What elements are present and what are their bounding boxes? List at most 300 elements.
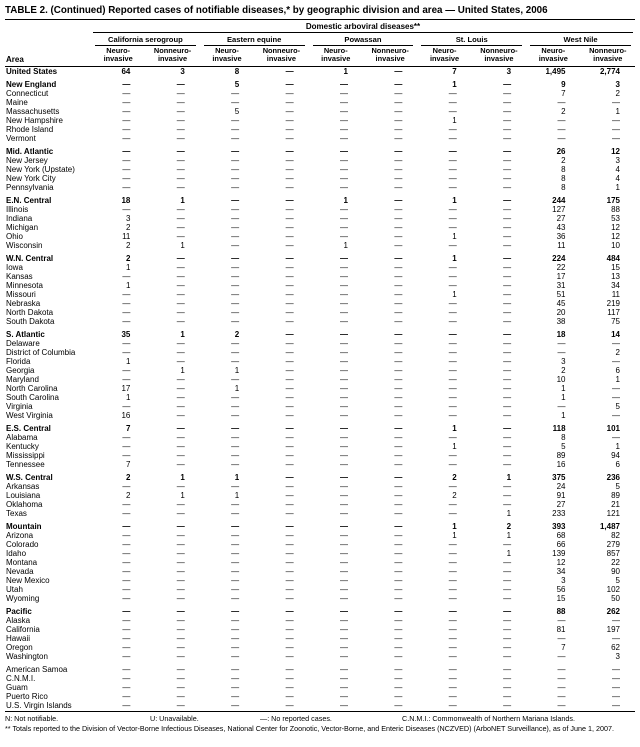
table-row bbox=[5, 299, 635, 308]
value-cell: — bbox=[339, 316, 348, 326]
value-cell: — bbox=[231, 392, 240, 402]
value-cell: 857 bbox=[606, 548, 620, 558]
value-cell: — bbox=[339, 615, 348, 625]
table-row bbox=[5, 451, 635, 460]
value-cell: — bbox=[231, 481, 240, 491]
value-cell: — bbox=[339, 307, 348, 317]
value-cell: — bbox=[176, 664, 185, 674]
value-cell: — bbox=[394, 521, 403, 531]
value-cell: 88 bbox=[611, 204, 620, 214]
value-cell: — bbox=[176, 410, 185, 420]
value-cell: — bbox=[231, 356, 240, 366]
table-body bbox=[5, 66, 635, 710]
area-cell: Illinois bbox=[6, 204, 29, 214]
value-cell: — bbox=[231, 423, 240, 433]
table-row bbox=[5, 433, 635, 442]
value-cell: — bbox=[394, 700, 403, 710]
disease-column-header: Powassan bbox=[309, 33, 418, 46]
area-cell: Arizona bbox=[6, 530, 34, 540]
value-cell: — bbox=[122, 347, 131, 357]
value-cell: — bbox=[503, 182, 512, 192]
value-cell: 1 bbox=[343, 195, 348, 205]
area-cell: Arkansas bbox=[6, 481, 40, 491]
value-cell: — bbox=[176, 280, 185, 290]
value-cell: 35 bbox=[121, 329, 131, 339]
value-cell: — bbox=[339, 548, 348, 558]
value-cell: — bbox=[231, 124, 240, 134]
value-cell: — bbox=[231, 575, 240, 585]
value-cell: — bbox=[503, 173, 512, 183]
value-cell: — bbox=[122, 682, 131, 692]
subcolumn-header: Nonneuro- invasive bbox=[145, 46, 199, 66]
value-cell: — bbox=[285, 651, 294, 661]
value-cell: — bbox=[612, 133, 620, 143]
table-row bbox=[5, 156, 635, 165]
value-cell: 94 bbox=[611, 450, 620, 460]
value-cell: — bbox=[285, 642, 294, 652]
area-cell: Florida bbox=[6, 356, 31, 366]
value-cell: 1 bbox=[452, 521, 457, 531]
table-row bbox=[5, 701, 635, 710]
value-cell: — bbox=[339, 401, 348, 411]
value-cell: — bbox=[503, 664, 512, 674]
value-cell: 26 bbox=[556, 146, 566, 156]
value-cell: — bbox=[122, 664, 131, 674]
value-cell: — bbox=[285, 450, 294, 460]
value-cell: — bbox=[339, 624, 348, 634]
value-cell: 15 bbox=[611, 262, 620, 272]
value-cell: 4 bbox=[615, 173, 620, 183]
value-cell: — bbox=[339, 521, 348, 531]
value-cell: — bbox=[122, 521, 131, 531]
value-cell: — bbox=[339, 298, 348, 308]
value-cell: 13 bbox=[611, 271, 620, 281]
value-cell: 2 bbox=[125, 240, 131, 250]
value-cell: — bbox=[122, 575, 131, 585]
value-cell: — bbox=[285, 615, 294, 625]
value-cell: — bbox=[339, 566, 348, 576]
value-cell: — bbox=[231, 521, 240, 531]
value-cell: — bbox=[231, 133, 240, 143]
area-cell: Pennsylvania bbox=[6, 182, 54, 192]
area-cell: United States bbox=[6, 66, 58, 76]
value-cell: — bbox=[285, 566, 294, 576]
value-cell: — bbox=[503, 432, 512, 442]
value-cell: — bbox=[448, 164, 457, 174]
value-cell: — bbox=[448, 700, 457, 710]
legend-row bbox=[5, 714, 635, 723]
value-cell: 244 bbox=[552, 195, 566, 205]
value-cell: — bbox=[176, 307, 185, 317]
value-cell: — bbox=[231, 195, 240, 205]
value-cell: — bbox=[176, 530, 185, 540]
value-cell: — bbox=[612, 615, 620, 625]
value-cell: — bbox=[339, 499, 348, 509]
value-cell: — bbox=[394, 365, 403, 375]
value-cell: 18 bbox=[121, 195, 131, 205]
value-cell: 7 bbox=[452, 66, 457, 76]
value-cell: — bbox=[122, 624, 131, 634]
value-cell: — bbox=[285, 374, 294, 384]
value-cell: — bbox=[122, 307, 131, 317]
area-cell: Wyoming bbox=[6, 593, 40, 603]
value-cell: — bbox=[339, 450, 348, 460]
value-cell: — bbox=[394, 106, 403, 116]
area-cell: Mid. Atlantic bbox=[6, 146, 54, 156]
area-cell: Iowa bbox=[6, 262, 23, 272]
area-cell: Pacific bbox=[6, 606, 32, 616]
value-cell: — bbox=[285, 365, 294, 375]
value-cell: — bbox=[448, 133, 457, 143]
value-cell: 8 bbox=[561, 173, 566, 183]
value-cell: — bbox=[503, 459, 512, 469]
value-cell: 56 bbox=[556, 584, 566, 594]
value-cell: 101 bbox=[606, 423, 620, 433]
value-cell: 8 bbox=[561, 164, 566, 174]
value-cell: — bbox=[503, 240, 512, 250]
area-cell: District of Columbia bbox=[6, 347, 76, 357]
value-cell: — bbox=[339, 329, 348, 339]
table-row bbox=[5, 250, 635, 263]
value-cell: — bbox=[394, 615, 403, 625]
value-cell: — bbox=[557, 97, 566, 107]
value-cell: 89 bbox=[556, 450, 566, 460]
value-cell: — bbox=[231, 155, 240, 165]
value-cell: — bbox=[231, 548, 240, 558]
value-cell: — bbox=[176, 499, 185, 509]
value-cell: 2 bbox=[561, 106, 566, 116]
value-cell: — bbox=[339, 262, 348, 272]
value-cell: — bbox=[176, 575, 185, 585]
value-cell: — bbox=[394, 222, 403, 232]
value-cell: 7 bbox=[125, 423, 131, 433]
value-cell: — bbox=[503, 280, 512, 290]
value-cell: — bbox=[176, 508, 185, 518]
value-cell: — bbox=[503, 213, 512, 223]
area-cell: Utah bbox=[6, 584, 23, 594]
value-cell: 1 bbox=[452, 423, 457, 433]
disease-column-header: Eastern equine bbox=[200, 33, 309, 46]
value-cell: — bbox=[394, 374, 403, 384]
value-cell: — bbox=[285, 356, 294, 366]
value-cell: — bbox=[122, 271, 131, 281]
value-cell: — bbox=[176, 133, 185, 143]
value-cell: — bbox=[176, 146, 185, 156]
value-cell: — bbox=[557, 633, 566, 643]
value-cell: — bbox=[285, 423, 294, 433]
legend-item: N: Not notifiable. bbox=[5, 713, 59, 723]
value-cell: — bbox=[448, 450, 457, 460]
value-cell: — bbox=[339, 253, 348, 263]
table-row bbox=[5, 183, 635, 192]
value-cell: — bbox=[176, 231, 185, 241]
value-cell: — bbox=[503, 115, 512, 125]
area-cell: S. Atlantic bbox=[6, 329, 45, 339]
value-cell: — bbox=[176, 338, 185, 348]
value-cell: — bbox=[557, 133, 566, 143]
value-cell: — bbox=[339, 204, 348, 214]
value-cell: — bbox=[176, 271, 185, 281]
value-cell: — bbox=[394, 298, 403, 308]
value-cell: — bbox=[448, 432, 457, 442]
value-cell: — bbox=[176, 566, 185, 576]
area-cell: C.N.M.I. bbox=[6, 673, 36, 683]
value-cell: — bbox=[285, 490, 294, 500]
area-cell: Virginia bbox=[6, 401, 33, 411]
value-cell: — bbox=[122, 115, 131, 125]
value-cell: — bbox=[231, 539, 240, 549]
value-cell: — bbox=[448, 106, 457, 116]
value-cell: — bbox=[612, 392, 620, 402]
subcolumn-header: Nonneuro- invasive bbox=[363, 46, 417, 66]
value-cell: 18 bbox=[556, 329, 566, 339]
value-cell: — bbox=[612, 410, 620, 420]
value-cell: — bbox=[176, 124, 185, 134]
value-cell: 2 bbox=[506, 521, 512, 531]
value-cell: — bbox=[612, 338, 620, 348]
value-cell: — bbox=[394, 432, 403, 442]
value-cell: — bbox=[231, 298, 240, 308]
value-cell: 2 bbox=[452, 472, 457, 482]
value-cell: — bbox=[122, 289, 131, 299]
value-cell: — bbox=[557, 682, 566, 692]
value-cell: 3 bbox=[561, 575, 566, 585]
value-cell: — bbox=[231, 307, 240, 317]
table-row bbox=[5, 674, 635, 683]
value-cell: — bbox=[448, 593, 457, 603]
value-cell: — bbox=[176, 593, 185, 603]
table-row bbox=[5, 549, 635, 558]
value-cell: — bbox=[285, 316, 294, 326]
value-cell: — bbox=[285, 164, 294, 174]
value-cell: — bbox=[176, 289, 185, 299]
value-cell: — bbox=[122, 481, 131, 491]
value-cell: — bbox=[394, 155, 403, 165]
value-cell: — bbox=[176, 624, 185, 634]
value-cell: — bbox=[503, 392, 512, 402]
value-cell: — bbox=[339, 79, 348, 89]
value-cell: 2 bbox=[125, 472, 131, 482]
value-cell: — bbox=[557, 124, 566, 134]
value-cell: — bbox=[122, 548, 131, 558]
value-cell: — bbox=[231, 289, 240, 299]
table-row bbox=[5, 643, 635, 652]
value-cell: — bbox=[285, 508, 294, 518]
value-cell: — bbox=[176, 383, 185, 393]
value-cell: — bbox=[231, 459, 240, 469]
value-cell: — bbox=[503, 195, 512, 205]
value-cell: — bbox=[285, 624, 294, 634]
value-cell: — bbox=[231, 584, 240, 594]
table-row bbox=[5, 683, 635, 692]
area-cell: New Mexico bbox=[6, 575, 50, 585]
value-cell: — bbox=[503, 204, 512, 214]
value-cell: — bbox=[612, 682, 620, 692]
value-cell: — bbox=[176, 615, 185, 625]
value-cell: — bbox=[285, 88, 294, 98]
value-cell: — bbox=[176, 450, 185, 460]
value-cell: 1 bbox=[506, 472, 512, 482]
value-cell: — bbox=[176, 642, 185, 652]
value-cell: — bbox=[339, 392, 348, 402]
value-cell: 262 bbox=[606, 606, 620, 616]
table-row bbox=[5, 357, 635, 366]
table-row bbox=[5, 482, 635, 491]
area-cell: Louisiana bbox=[6, 490, 41, 500]
area-cell: Delaware bbox=[6, 338, 40, 348]
area-cell: Washington bbox=[6, 651, 48, 661]
area-cell: Minnesota bbox=[6, 280, 43, 290]
value-cell: 16 bbox=[556, 459, 566, 469]
value-cell: 1 bbox=[615, 106, 620, 116]
value-cell: — bbox=[448, 222, 457, 232]
value-cell: — bbox=[339, 481, 348, 491]
value-cell: — bbox=[503, 584, 512, 594]
table-row bbox=[5, 531, 635, 540]
value-cell: — bbox=[122, 700, 131, 710]
value-cell: 1 bbox=[452, 195, 457, 205]
value-cell: — bbox=[448, 539, 457, 549]
value-cell: 1 bbox=[615, 374, 620, 384]
value-cell: — bbox=[285, 106, 294, 116]
value-cell: — bbox=[285, 664, 294, 674]
value-cell: 5 bbox=[561, 441, 566, 451]
value-cell: — bbox=[394, 289, 403, 299]
value-cell: 1 bbox=[180, 490, 185, 500]
value-cell: — bbox=[231, 566, 240, 576]
value-cell: — bbox=[503, 307, 512, 317]
value-cell: 121 bbox=[606, 508, 620, 518]
value-cell: — bbox=[448, 392, 457, 402]
table-row bbox=[5, 442, 635, 451]
value-cell: — bbox=[285, 155, 294, 165]
value-cell: 3 bbox=[561, 356, 566, 366]
area-cell: W.S. Central bbox=[6, 472, 53, 482]
value-cell: — bbox=[394, 307, 403, 317]
value-cell: — bbox=[448, 182, 457, 192]
table-row bbox=[5, 661, 635, 674]
table-row bbox=[5, 290, 635, 299]
footnote-totals: ** Totals reported to the Division of Vector-Borne Infectious Diseases, National Center for Zoonotic, Vector-Borne, and Enteric Diseases (NCZVED) (ArboNET Surveillance), as of June 1, 2007. bbox=[5, 723, 614, 733]
value-cell: — bbox=[503, 253, 512, 263]
value-cell: — bbox=[448, 691, 457, 701]
value-cell: — bbox=[612, 124, 620, 134]
value-cell: — bbox=[285, 472, 294, 482]
value-cell: — bbox=[394, 423, 403, 433]
table-row bbox=[5, 411, 635, 420]
value-cell: — bbox=[285, 280, 294, 290]
value-cell: — bbox=[557, 338, 566, 348]
value-cell: 12 bbox=[556, 557, 566, 567]
area-cell: U.S. Virgin Islands bbox=[6, 700, 72, 710]
value-cell: 2 bbox=[615, 88, 620, 98]
value-cell: — bbox=[176, 115, 185, 125]
value-cell: — bbox=[285, 347, 294, 357]
value-cell: — bbox=[339, 584, 348, 594]
table-row bbox=[5, 603, 635, 616]
value-cell: — bbox=[285, 593, 294, 603]
value-cell: — bbox=[339, 289, 348, 299]
value-cell: — bbox=[339, 642, 348, 652]
value-cell: 5 bbox=[615, 481, 620, 491]
value-cell: — bbox=[122, 557, 131, 567]
table-row bbox=[5, 460, 635, 469]
value-cell: — bbox=[612, 356, 620, 366]
area-cell: Michigan bbox=[6, 222, 39, 232]
value-cell: — bbox=[448, 280, 457, 290]
table-row bbox=[5, 134, 635, 143]
area-cell: E.S. Central bbox=[6, 423, 51, 433]
value-cell: — bbox=[285, 575, 294, 585]
value-cell: 1 bbox=[343, 66, 348, 76]
value-cell: — bbox=[176, 97, 185, 107]
value-cell: 88 bbox=[556, 606, 566, 616]
value-cell: — bbox=[231, 593, 240, 603]
value-cell: 1 bbox=[452, 441, 457, 451]
value-cell: — bbox=[503, 316, 512, 326]
value-cell: — bbox=[503, 124, 512, 134]
value-cell: — bbox=[231, 222, 240, 232]
value-cell: — bbox=[285, 204, 294, 214]
value-cell: — bbox=[176, 633, 185, 643]
value-cell: — bbox=[448, 298, 457, 308]
value-cell: — bbox=[503, 155, 512, 165]
value-cell: — bbox=[285, 673, 294, 683]
value-cell: — bbox=[122, 316, 131, 326]
value-cell: 64 bbox=[121, 66, 131, 76]
value-cell: 1 bbox=[125, 392, 131, 402]
value-cell: — bbox=[231, 374, 240, 384]
value-cell: 5 bbox=[234, 106, 240, 116]
value-cell: — bbox=[231, 664, 240, 674]
value-cell: — bbox=[176, 262, 185, 272]
value-cell: — bbox=[503, 133, 512, 143]
value-cell: — bbox=[503, 682, 512, 692]
value-cell: — bbox=[231, 410, 240, 420]
value-cell: — bbox=[448, 124, 457, 134]
value-cell: — bbox=[122, 338, 131, 348]
value-cell: — bbox=[448, 173, 457, 183]
value-cell: — bbox=[503, 401, 512, 411]
value-cell: — bbox=[176, 423, 185, 433]
value-cell: — bbox=[503, 691, 512, 701]
value-cell: — bbox=[122, 530, 131, 540]
value-cell: — bbox=[448, 316, 457, 326]
value-cell: — bbox=[285, 691, 294, 701]
area-cell: Alaska bbox=[6, 615, 31, 625]
value-cell: — bbox=[448, 383, 457, 393]
value-cell: 7 bbox=[561, 88, 566, 98]
value-cell: — bbox=[394, 642, 403, 652]
value-cell: 1 bbox=[452, 115, 457, 125]
value-cell: — bbox=[503, 633, 512, 643]
value-cell: — bbox=[339, 383, 348, 393]
value-cell: — bbox=[176, 673, 185, 683]
value-cell: 21 bbox=[611, 499, 620, 509]
value-cell: 4 bbox=[615, 164, 620, 174]
table-row bbox=[5, 402, 635, 411]
value-cell: — bbox=[394, 240, 403, 250]
value-cell: — bbox=[122, 173, 131, 183]
area-cell: Hawaii bbox=[6, 633, 31, 643]
area-cell: Massachusetts bbox=[6, 106, 60, 116]
value-cell: — bbox=[394, 566, 403, 576]
value-cell: — bbox=[285, 262, 294, 272]
value-cell: — bbox=[557, 401, 566, 411]
value-cell: — bbox=[448, 459, 457, 469]
value-cell: — bbox=[503, 222, 512, 232]
value-cell: — bbox=[448, 410, 457, 420]
